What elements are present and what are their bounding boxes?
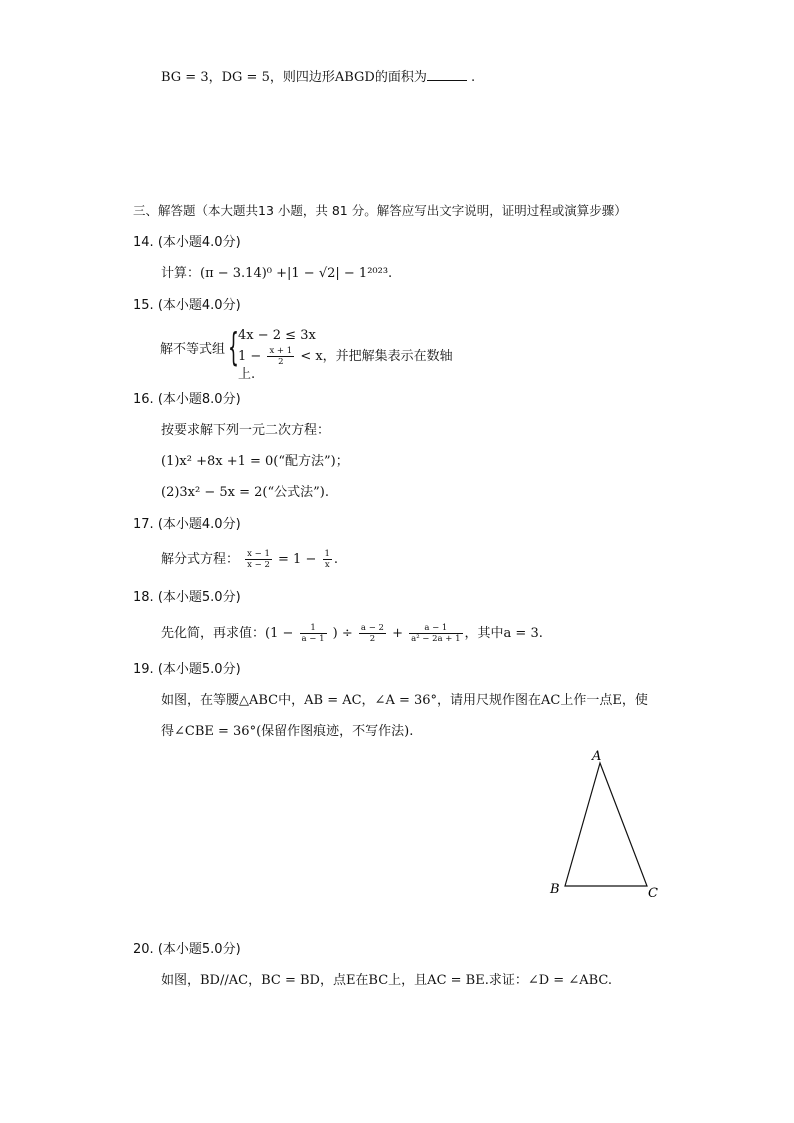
triangle-abc xyxy=(565,763,647,886)
question-19-line-1: 如图，在等腰△ABC中，AB = AC，∠A = 36°，请用尺规作图在AC上作一点E，使 xyxy=(161,693,648,708)
fraction-denominator: 2 xyxy=(369,634,376,644)
question-number: 20. xyxy=(133,942,154,957)
question-number: 17. xyxy=(133,517,154,532)
inequality-row-2 xyxy=(238,346,460,383)
equation-prefix: 解分式方程： xyxy=(161,552,240,567)
fraction-numerator: 1 xyxy=(324,549,330,559)
question-score: (本小题4.0分) xyxy=(157,235,241,250)
fraction-1 xyxy=(245,549,272,570)
fraction-numerator: a − 2 xyxy=(360,623,384,633)
question-15-header xyxy=(133,297,241,315)
inequality-row-1: 4x − 2 ≤ 3x xyxy=(238,328,316,343)
question-16-header xyxy=(133,391,241,409)
system-prefix: 解不等式组 xyxy=(160,342,226,357)
question-16-line-3: (2)3x² − 5x = 2(“公式法”). xyxy=(161,485,329,500)
vertex-c-label: C xyxy=(648,886,658,901)
operator-plus: + xyxy=(392,626,403,641)
fraction-denominator: x xyxy=(324,560,330,570)
fraction-numerator: 1 xyxy=(300,623,327,634)
inequality-system xyxy=(160,325,460,382)
question-17-header xyxy=(133,516,241,534)
fraction-x-plus-1-over-2 xyxy=(267,346,294,367)
left-brace: { xyxy=(228,325,239,369)
system-suffix: ，并把解集表示在数轴上. xyxy=(238,349,453,382)
fraction-denominator: a² − 2a + 1 xyxy=(411,634,461,644)
question-score: (本小题4.0分) xyxy=(157,517,241,532)
question-14-text: 计算：(π − 3.14)⁰ +|1 − √2| − 1²⁰²³. xyxy=(161,266,393,281)
question-19-line-2: 得∠CBE = 36°(保留作图痕迹，不写作法). xyxy=(161,724,414,739)
question-score: (本小题5.0分) xyxy=(157,590,241,605)
area-question-text: BG = 3，DG = 5，则四边形ABGD的面积为 xyxy=(161,70,427,85)
row2-end: < x xyxy=(300,349,323,364)
question-score: (本小题5.0分) xyxy=(157,662,241,677)
equation-middle: = 1 − xyxy=(278,552,317,567)
question-18-expression xyxy=(161,623,543,644)
question-number: 19. xyxy=(133,662,154,677)
fraction-numerator: a − 1 xyxy=(409,623,462,634)
section-heading: 三、解答题（本大题共13 小题，共 81 分。解答应写出文字说明，证明过程或演算步骤） xyxy=(133,203,627,218)
question-number: 15. xyxy=(133,298,154,313)
fraction-2 xyxy=(323,549,332,570)
question-score: (本小题4.0分) xyxy=(157,298,241,313)
operator-divide: ) ÷ xyxy=(332,626,353,641)
question-16-line-1: 按要求解下列一元二次方程： xyxy=(161,423,331,438)
question-14-header xyxy=(133,234,241,252)
question-score: (本小题8.0分) xyxy=(157,392,241,407)
expression-suffix: ，其中a = 3. xyxy=(464,626,543,641)
fraction-numerator: x − 1 xyxy=(247,549,270,559)
question-score: (本小题5.0分) xyxy=(157,942,241,957)
row2-start: 1 − xyxy=(238,349,262,364)
fraction-denominator: a − 1 xyxy=(301,634,325,644)
fraction-3 xyxy=(409,623,462,644)
previous-question-tail: BG = 3，DG = 5，则四边形ABGD的面积为 . xyxy=(161,70,476,85)
fraction-denominator: 2 xyxy=(278,357,284,367)
vertex-b-label: B xyxy=(550,882,560,897)
answer-blank xyxy=(427,68,467,81)
question-18-header xyxy=(133,589,241,607)
question-19-header xyxy=(133,661,241,679)
fraction-denominator: x − 2 xyxy=(247,560,270,570)
question-number: 18. xyxy=(133,590,154,605)
fraction-1 xyxy=(300,623,327,644)
question-20-header xyxy=(133,941,241,959)
question-17-equation xyxy=(161,549,338,570)
question-16-line-2: (1)x² +8x +1 = 0(“配方法”)； xyxy=(161,454,349,469)
equation-end: . xyxy=(333,552,339,567)
question-number: 16. xyxy=(133,392,154,407)
question-20-line-1: 如图，BD//AC，BC = BD，点E在BC上，且AC = BE.求证：∠D = ∠ABC. xyxy=(161,973,613,988)
question-number: 14. xyxy=(133,235,154,250)
vertex-a-label: A xyxy=(592,749,602,764)
expression-prefix: 先化简，再求值：(1 − xyxy=(161,626,294,641)
fraction-numerator: x + 1 xyxy=(269,346,293,356)
fraction-2 xyxy=(359,623,386,644)
